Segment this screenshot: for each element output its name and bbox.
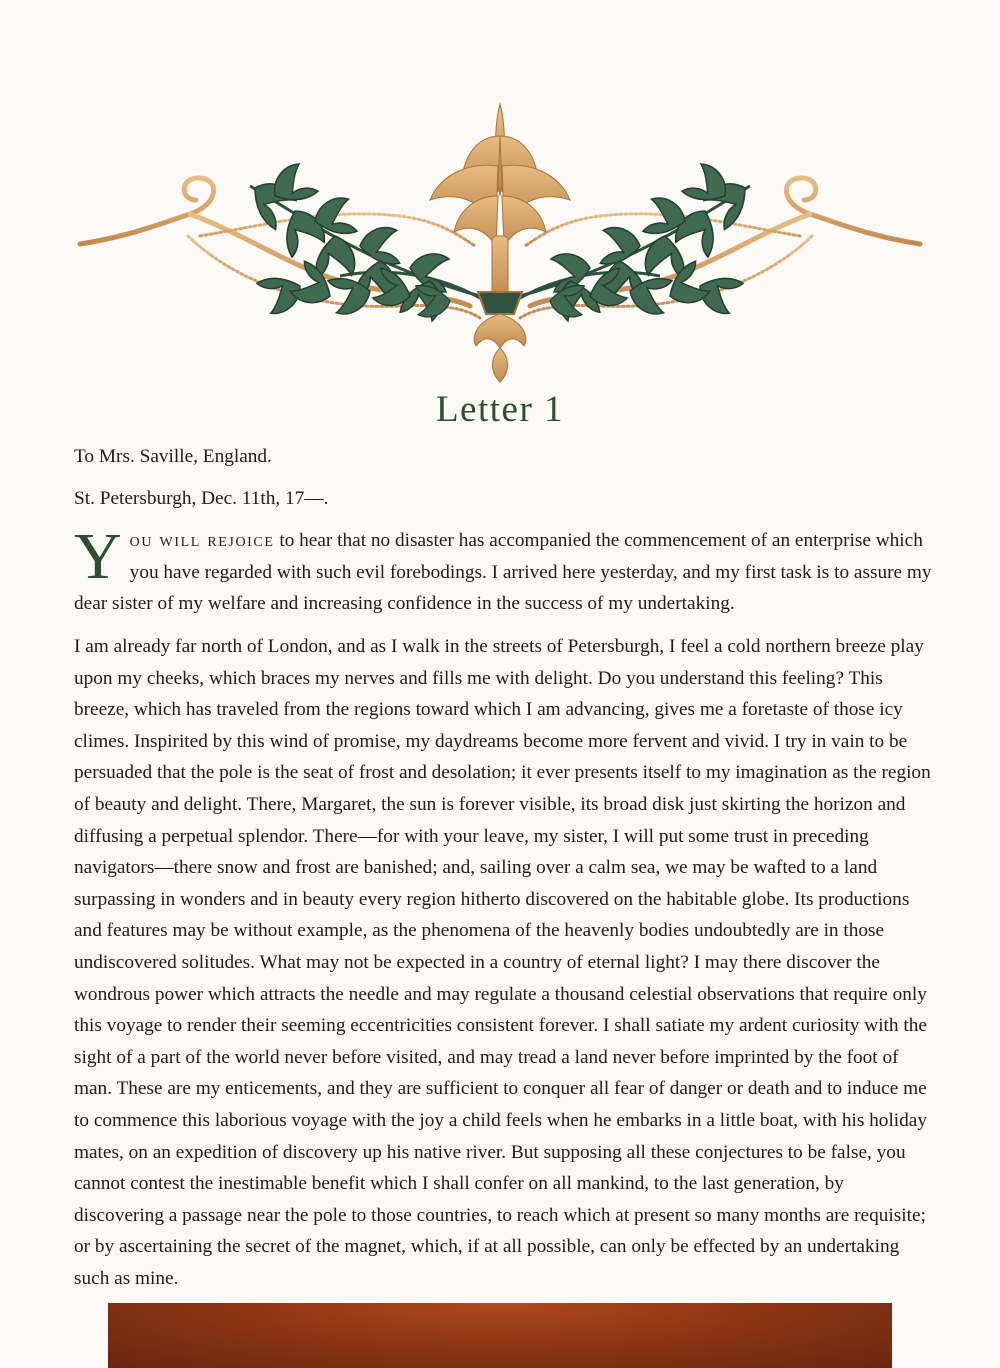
letter-title: Letter 1 bbox=[435, 389, 565, 430]
illustration-image bbox=[108, 1303, 892, 1368]
acanthus-laurel-ornament-icon bbox=[70, 96, 930, 396]
drop-cap: Y bbox=[74, 520, 122, 593]
letter-dateline: St. Petersburgh, Dec. 11th, 17—. bbox=[74, 488, 329, 509]
paragraph-opening bbox=[74, 520, 934, 620]
opening-smallcaps: ou will rejoice bbox=[129, 530, 275, 551]
letter-addressee: To Mrs. Saville, England. bbox=[74, 446, 272, 467]
paragraph-opening-text: to hear that no disaster has accompanied the commencement of an enterprise which you have regarded with such evil forebodings. I arrived here yesterday, and my first task is to assure my dear sister of my welfare and increasing confidence in the success of my undertaking. bbox=[74, 530, 932, 615]
paragraph-main: I am already far north of London, and as I walk in the streets of Petersburgh, I feel a cold northern breeze play upon my cheeks, which braces my nerves and fills me with delight. Do you understand this feeling? This breeze, which has traveled from the regions toward which I am advancing, gives me a foretaste of those icy climes. Inspirited by this wind of promise, my daydreams become more fervent and vivid. I try in vain to be persuaded that the pole is the seat of frost and desolation; it ever presents itself to my imagination as the region of beauty and delight. There, Margaret, the sun is forever visible, its broad disk just skirting the horizon and diffusing a perpetual splendor. There—for with your leave, my sister, I will put some trust in preceding navigators—there snow and frost are banished; and, sailing over a calm sea, we may be wafted to a land surpassing in wonders and in beauty every region hitherto discovered on the habitable globe. Its productions and features may be without example, as the phenomena of the heavenly bodies undoubtedly are in those undiscovered solitudes. What may not be expected in a country of eternal light? I may there discover the wondrous power which attracts the needle and may regulate a thousand celestial observations that require only this voyage to render their seeming eccentricities consistent forever. I shall satiate my ardent curiosity with the sight of a part of the world never before visited, and may tread a land never before imprinted by the foot of man. These are my enticements, and they are sufficient to conquer all fear of danger or death and to induce me to commence this laborious voyage with the joy a child feels when he embarks in a little boat, with his holiday mates, on an expedition of discovery up his native river. But supposing all these conjectures to be false, you cannot contest the inestimable benefit which I shall confer on all mankind, to the last generation, by discovering a passage near the pole to those countries, to reach which at present so many months are requisite; or by ascertaining the secret of the magnet, which, if at all possible, can only be effected by an undertaking such as mine. bbox=[74, 636, 931, 1289]
